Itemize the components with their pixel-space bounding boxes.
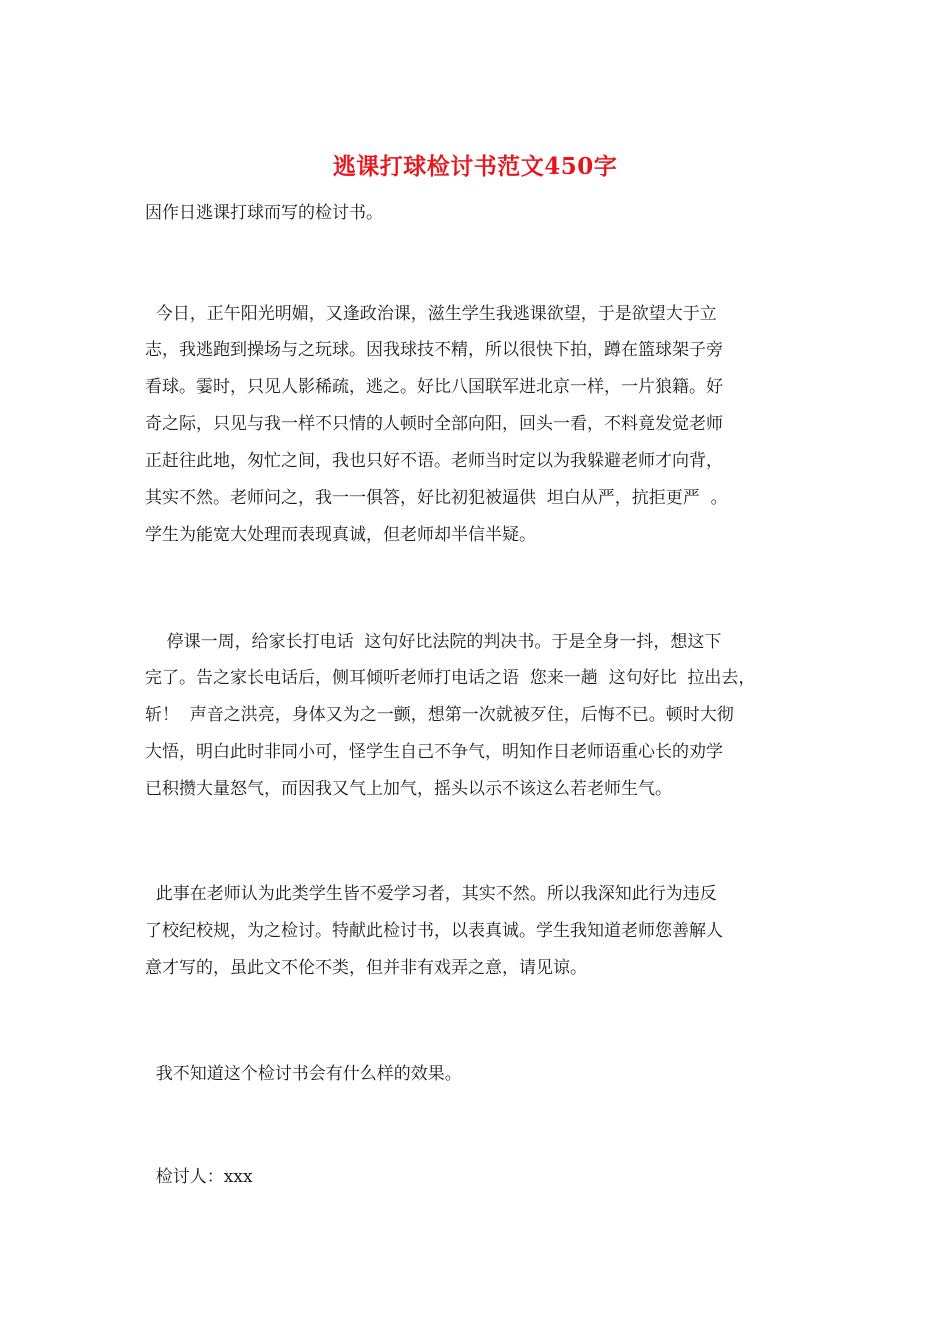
paragraph-line: 已积攒大量怒气，而因我又气上加气，摇头以示不该这么若老师生气。 — [145, 779, 672, 799]
paragraph-line: 此事在老师认为此类学生皆不爱学习者，其实不然。所以我深知此行为违反 — [145, 884, 717, 904]
signature-line: 检讨人：xxx — [145, 1167, 253, 1187]
paragraph-line: 意才写的，虽此文不伦不类，但并非有戏弄之意，请见谅。 — [145, 958, 587, 978]
paragraph-line: 完了。告之家长电话后，侧耳倾听老师打电话之语 您来一趟 这句好比 拉出去， — [145, 668, 756, 688]
intro-line: 因作日逃课打球而写的检讨书。 — [145, 203, 383, 223]
document-title: 逃课打球检讨书范文450字 — [332, 153, 618, 180]
paragraph-line: 看球。霎时，只见人影稀疏，逃之。好比八国联军进北京一样，一片狼籍。好 — [145, 377, 723, 397]
paragraph-line: 正赶往此地，匆忙之间，我也只好不语。老师当时定以为我躲避老师才向背， — [145, 451, 723, 471]
paragraph-line: 了校纪校规，为之检讨。特献此检讨书，以表真诚。学生我知道老师您善解人 — [145, 921, 723, 941]
paragraph-line: 我不知道这个检讨书会有什么样的效果。 — [145, 1064, 462, 1084]
paragraph-line: 其实不然。老师问之，我一一俱答，好比初犯被逼供 坦白从严，抗拒更严 。 — [145, 488, 728, 508]
paragraph-line: 奇之际，只见与我一样不只情的人顿时全部向阳，回头一看，不料竟发觉老师 — [145, 414, 723, 434]
paragraph-line: 停课一周，给家长打电话 这句好比法院的判决书。于是全身一抖，想这下 — [145, 632, 722, 652]
paragraph-line: 学生为能宽大处理而表现真诚，但老师却半信半疑。 — [145, 525, 536, 545]
paragraph-line: 大悟，明白此时非同小可，怪学生自己不争气，明知作日老师语重心长的劝学 — [145, 742, 723, 762]
paragraph-line: 今日，正午阳光明媚，又逢政治课，滋生学生我逃课欲望，于是欲望大于立 — [145, 304, 717, 324]
paragraph-line: 志，我逃跑到操场与之玩球。因我球技不精，所以很快下拍，蹲在篮球架子旁 — [145, 340, 723, 360]
paragraph-line: 斩！ 声音之洪亮，身体又为之一颤，想第一次就被歹住，后悔不已。顿时大彻 — [145, 705, 734, 725]
